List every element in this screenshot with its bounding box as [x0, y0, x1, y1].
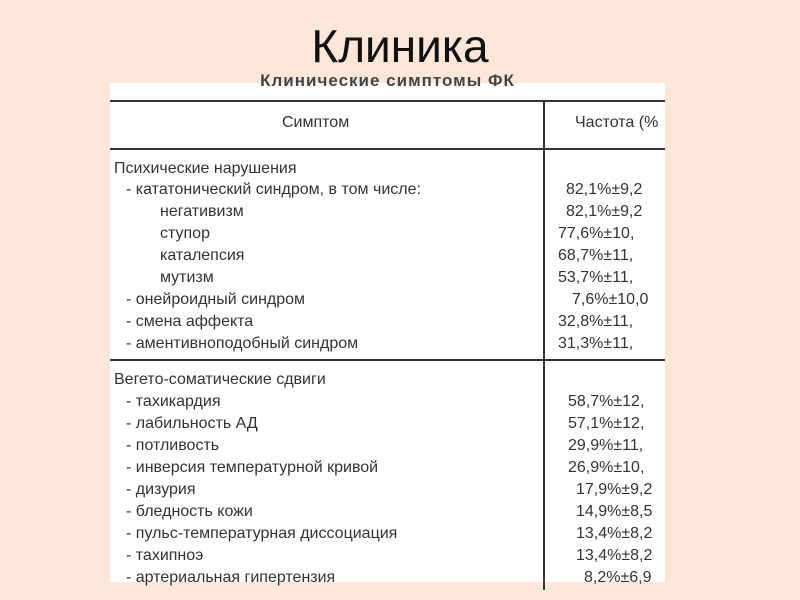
frequency-cell: 82,1%±9,2 [566, 181, 643, 198]
section-header [110, 369, 665, 391]
table-row [110, 289, 665, 311]
slide-title: Клиника [311, 20, 489, 72]
frequency-cell: 31,3%±11, [558, 335, 634, 352]
table-row [110, 391, 665, 413]
frequency-cell: 77,6%±10, [558, 225, 635, 242]
table-row [110, 267, 665, 289]
header-symptom: Симптом [282, 114, 350, 131]
frequency-cell: 53,7%±11, [558, 269, 634, 286]
frequency-cell: 14,9%±8,5 [576, 503, 653, 520]
frequency-cell: 26,9%±10, [568, 459, 645, 476]
symptom-cell: - бледность кожи [126, 503, 253, 520]
symptom-cell: ступор [160, 225, 210, 242]
symptom-cell: - аментивноподобный синдром [126, 335, 359, 352]
frequency-cell: 29,9%±11, [568, 437, 644, 454]
frequency-cell: 17,9%±9,2 [576, 481, 653, 498]
table-row [110, 179, 665, 201]
frequency-cell: 32,8%±11, [558, 313, 634, 330]
table-row [110, 479, 665, 501]
frequency-cell: 68,7%±11, [558, 247, 634, 264]
table-row [110, 245, 665, 267]
symptom-cell: негативизм [160, 203, 244, 220]
table-top-rule [110, 100, 665, 102]
symptom-cell: - пульс-температурная диссоциация [126, 525, 398, 542]
frequency-cell: 57,1%±12, [568, 415, 645, 432]
symptom-cell: - инверсия температурной кривой [126, 459, 379, 476]
symptoms-table-image [110, 71, 665, 586]
table-caption: Клинические симптомы ФК [260, 71, 515, 90]
symptom-cell: - смена аффекта [126, 313, 254, 330]
section-title: Психические нарушения [114, 160, 297, 177]
table-row [110, 523, 665, 545]
frequency-cell: 58,7%±12, [568, 393, 645, 410]
header-bottom-rule [110, 148, 665, 150]
symptom-cell: - тахикардия [126, 393, 221, 410]
table-row [110, 201, 665, 223]
section-title: Вегето-соматические сдвиги [114, 371, 326, 388]
symptom-cell: каталепсия [160, 247, 245, 264]
table-row [110, 435, 665, 457]
table-row [110, 413, 665, 435]
symptom-cell: - артериальная гипертензия [126, 569, 336, 586]
symptom-cell: - потливость [126, 437, 220, 454]
table-row [110, 457, 665, 479]
table-row [110, 501, 665, 523]
section-header [110, 158, 665, 180]
symptom-cell: - лабильность АД [126, 415, 258, 432]
symptom-cell: - онейроидный синдром [126, 291, 306, 308]
header-frequency: Частота (% [575, 114, 659, 131]
frequency-cell: 82,1%±9,2 [566, 203, 643, 220]
symptom-cell: - тахипноэ [126, 547, 204, 564]
symptom-cell: - кататонический синдром, в том числе: [126, 181, 421, 198]
table-row [110, 223, 665, 245]
frequency-cell: 13,4%±8,2 [576, 547, 653, 564]
table-row [110, 545, 665, 567]
symptom-cell: мутизм [160, 269, 214, 286]
table-row [110, 311, 665, 333]
frequency-cell: 13,4%±8,2 [576, 525, 653, 542]
table-row [110, 333, 665, 355]
table-row [110, 567, 665, 589]
frequency-cell: 7,6%±10,0 [572, 291, 649, 308]
frequency-cell: 8,2%±6,9 [584, 569, 652, 586]
symptom-cell: - дизурия [126, 481, 196, 498]
section-divider [110, 359, 665, 361]
